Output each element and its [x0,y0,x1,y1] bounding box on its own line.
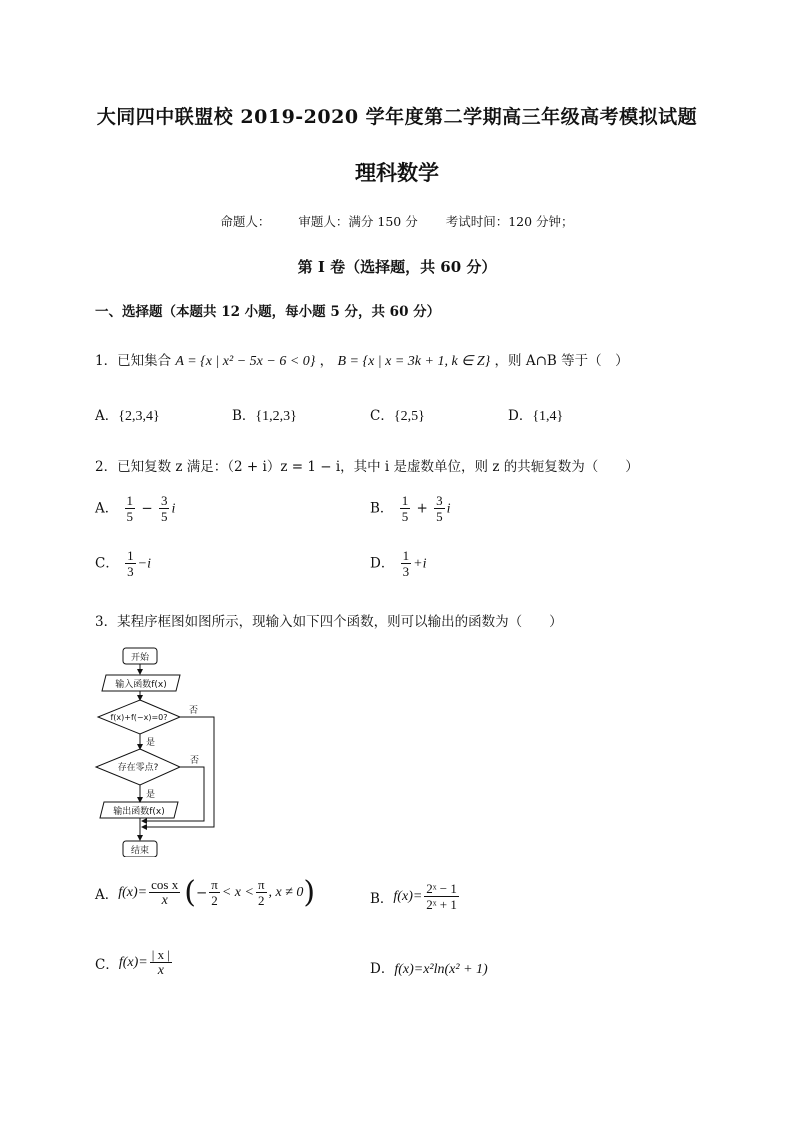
part-heading: 第 I 卷（选择题，共 60 分） [297,258,497,276]
q2-option-b: B． $\frac{1}{5}$ + $\frac{3}{5}$ i [370,493,451,524]
q2-option-a: A． $\frac{1}{5}$ − $\frac{3}{5}$ i [95,493,176,524]
flow-yes-1: 是 [146,738,156,748]
paren-close: ) [303,875,316,910]
question-1 [95,349,629,370]
q1-option-b: B．{1,2,3} [232,408,297,424]
q1-option-c: C．{2,5} [370,408,425,424]
flow-cond1-text: f(x)+f(−x)=0? [110,713,168,722]
q1-label: 1．已知集合 [95,353,172,369]
section-heading: 一、选择题（本题共 12 小题，每小题 5 分，共 60 分） [95,304,441,320]
q1-set-b: B = {x | x = 3k + 1, k ∈ Z} [337,354,491,369]
author-label: 命题人： [220,214,271,229]
q1-set-a: A = {x | x² − 5x − 6 < 0} [175,354,316,369]
q1-sep: ， [319,353,334,369]
flow-output-text: 输出函数f(x) [113,807,165,817]
q1-tail: ，则 A∩B 等于（ ） [494,353,629,369]
q1-option-d: D．{1,4} [508,408,564,424]
q3-option-b: B． f(x)= $\frac{\text{2ˣ − 1}}{\text{2ˣ + 1}}$ [370,881,457,912]
flow-start-text: 开始 [130,653,150,663]
score-label: 审题人：满分 150 分 [298,214,418,229]
exam-title: 大同四中联盟校 2019-2020 学年度第二学期高三年级高考模拟试题 [96,106,698,128]
paren-open: ( [184,875,196,910]
q3-option-d: D．f(x)=x²ln(x² + 1) [370,961,488,977]
q2-option-c: C． $\frac{1}{3}$ −i [95,548,151,579]
flow-cond2-text: 存在零点? [117,763,159,773]
exam-subject: 理科数学 [355,160,439,185]
q1-option-a: A．{2,3,4} [95,408,160,424]
q3-option-c: C． f(x)= $\frac{| x |}{x}$ [95,947,170,978]
flow-input-text: 输入函数f(x) [115,680,167,690]
flow-yes-2: 是 [146,790,156,800]
time-label: 考试时间：120 分钟； [445,214,574,229]
flowchart [92,645,222,857]
flow-no-2: 否 [190,756,200,766]
q2-option-d: D． $\frac{1}{3}$ +i [370,548,427,579]
flow-end-text: 结束 [130,846,150,856]
question-2: 2．已知复数 z 满足：（2 + i）z = 1 − i，其中 i 是虚数单位，则 z 的共轭复数为（ ） [95,459,639,475]
q3-option-a: A． f(x)= $\frac{\text{cos x}}{x}$ ( − $\frac{\pi}{2}$ < x < $\frac{\pi}{2}$ , x ≠ 0 ) [95,875,316,910]
flow-no-1: 否 [189,706,199,716]
question-3: 3．某程序框图如图所示，现输入如下四个函数，则可以输出的函数为（ ） [95,614,563,630]
exam-info [0,212,794,230]
